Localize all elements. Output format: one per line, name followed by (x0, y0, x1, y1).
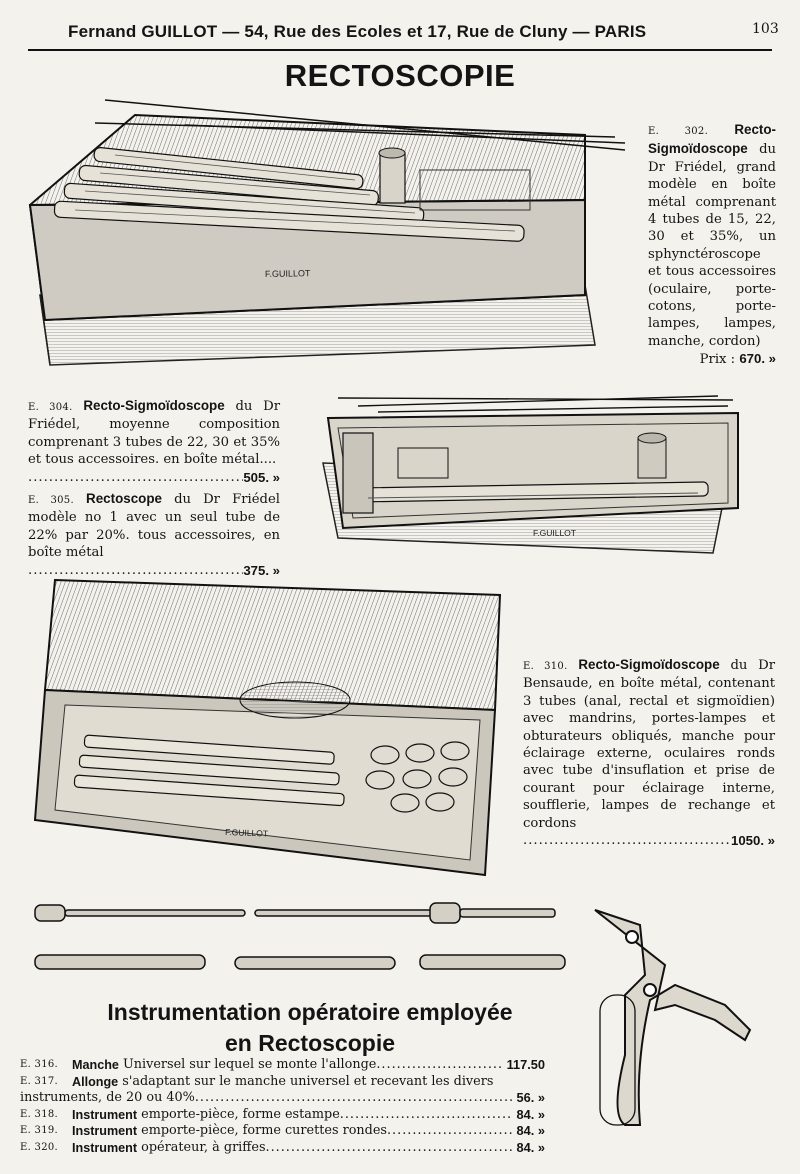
maker-mark-3: F.GUILLOT (224, 827, 269, 839)
plate-grand-modele-case (25, 95, 635, 375)
text-e310: du Dr Bensaude, en boîte métal, contenant 3 tubes (anal, rectal et sigmoïdien) avec mandrins, portes-lampes et obturateurs obliqués, manche pour éclairage externe, oculaires ronds avec tube d'insuflation et prise de courant pour éclairage interne, soufflerie, lampes de rechange et cordons (523, 658, 776, 831)
price-e302: 670. » (739, 351, 776, 367)
price-e305: 375. » (243, 562, 280, 578)
name-e302: Recto-Sigmoïdoscope (648, 122, 776, 157)
price-e304: 505. » (243, 469, 280, 485)
entry-e310 (523, 656, 775, 849)
list-item: E. 320. Instrument opérateur, à griffes ..... 84. » (20, 1140, 545, 1157)
list-item-continuation: instruments, de 20 ou 40% ..... 56. » (20, 1090, 545, 1107)
running-head (0, 18, 800, 46)
text-e305: du Dr Friédel modèle no 1 avec un seul tube de 22% par 20%. tous accessoires, en boîte métal (28, 492, 281, 561)
entry-e305 (28, 490, 280, 579)
code-e305: E. 305. (28, 495, 74, 506)
text-e302: du Dr Friédel, grand modèle en boîte métal comprenant 4 tubes de 15, 22, 30 et 35%, un sphynctéroscope et tous accessoires (oculaire, porte-cotons, porte-lampes, lampes, manche, cordon) (648, 142, 776, 349)
section-title-line2: en Rectoscopie (225, 1030, 395, 1056)
price-e310: 1050. » (731, 833, 775, 849)
list-item: E. 317. Allonge s'adaptant sur le manche universel et recevant les divers (20, 1073, 494, 1089)
code-e302: E. 302. (648, 126, 709, 137)
name-e310: Recto-Sigmoïdoscope (578, 657, 720, 672)
entry-e304 (28, 397, 280, 486)
header-rule (28, 49, 772, 51)
entry-e302 (648, 121, 776, 369)
code-e304: E. 304. (28, 402, 73, 413)
text-e304: du Dr Friédel, moyenne composition comprenant 3 tubes de 22, 30 et 35% et tous accessoires. en boîte métal.... (28, 399, 281, 468)
name-e304: Recto-Sigmoïdoscope (83, 398, 225, 413)
list-item: E. 316. Manche Universel sur lequel se monte l'allonge ..... 117.50 (20, 1057, 545, 1074)
code-e310: E. 310. (523, 661, 568, 672)
name-e305: Rectoscope (86, 491, 162, 506)
maker-mark-2: F.GUILLOT (533, 528, 576, 538)
page-number: 103 (752, 21, 779, 37)
running-head-text: Fernand GUILLOT — 54, Rue des Ecoles et 17, Rue de Cluny — PARIS (68, 22, 647, 41)
section-title-line1: Instrumentation opératoire employée (107, 999, 513, 1025)
plate-bensaude-case (25, 575, 515, 880)
price-label-e302: Prix : (699, 352, 736, 368)
list-item: E. 318. Instrument emporte-pièce, forme estampe ..... 84. » (20, 1107, 545, 1124)
instrument-list (20, 1057, 545, 1157)
plate-moyenne-composition-case (318, 388, 748, 573)
maker-mark-1: F.GUILLOT (264, 268, 311, 279)
page-title: RECTOSCOPIE (284, 58, 516, 93)
list-item: E. 319. Instrument emporte-pièce, forme curettes rondes ..... 84. » (20, 1123, 545, 1140)
